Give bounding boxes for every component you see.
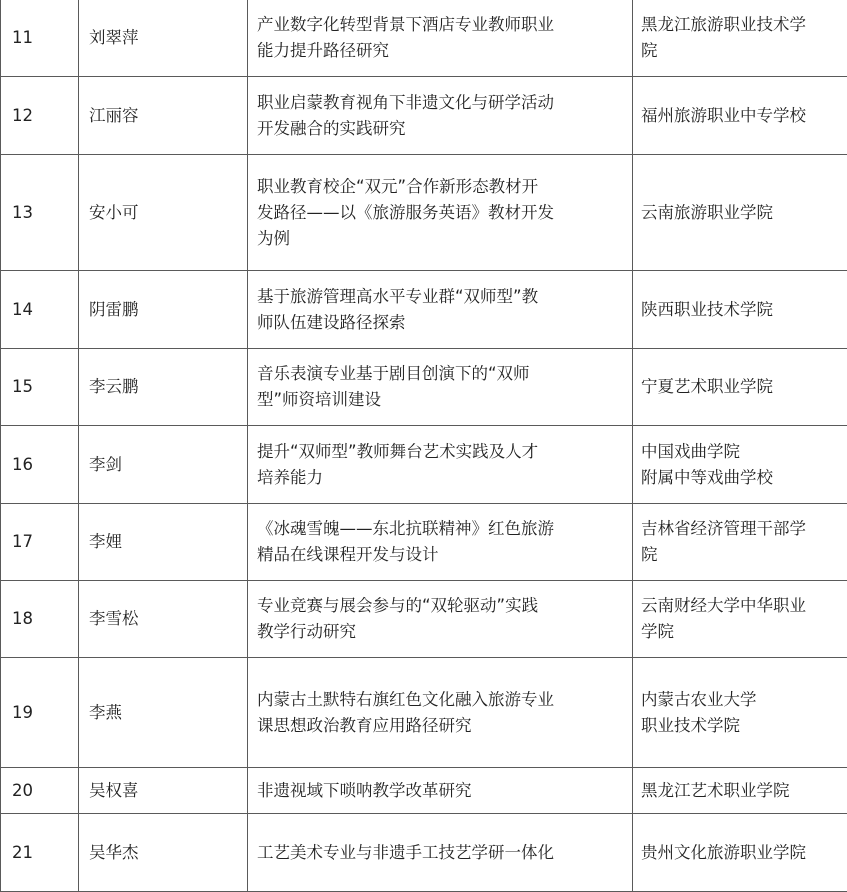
author-name: 吴权喜 [79, 768, 248, 814]
row-number: 18 [1, 581, 79, 658]
project-title-line: 《冰魂雪魄——东北抗联精神》红色旅游 [257, 519, 554, 538]
project-title-line: 提升“双师型”教师舞台艺术实践及人才 [257, 441, 539, 461]
institution [633, 581, 847, 658]
author-name: 李云鹏 [79, 349, 248, 426]
project-title-line: 产业数字化转型背景下酒店专业教师职业 [257, 15, 554, 34]
author-name: 安小可 [79, 155, 248, 271]
table-row [1, 814, 847, 892]
project-title-line: 工艺美术专业与非遗手工技艺学研一体化 [257, 842, 554, 862]
project-title-line: 内蒙古土默特右旗红色文化融入旅游专业 [257, 689, 554, 709]
institution-line: 吉林省经济管理干部学 [641, 519, 806, 538]
institution-line: 陕西职业技术学院 [641, 299, 773, 319]
table-row [1, 581, 847, 658]
row-number: 20 [1, 768, 79, 814]
project-title-line: 课思想政治教育应用路径研究 [257, 715, 472, 735]
institution [633, 0, 847, 77]
author-name: 阴雷鹏 [79, 271, 248, 349]
project-title-line: 教学行动研究 [257, 622, 356, 641]
project-title [248, 581, 633, 658]
author-name: 李燕 [79, 658, 248, 768]
institution [633, 658, 847, 768]
project-title-line: 为例 [257, 228, 290, 248]
project-title-line: 培养能力 [257, 467, 323, 487]
author-name: 刘翠萍 [79, 0, 248, 77]
row-number: 15 [1, 349, 79, 426]
project-title [248, 77, 633, 155]
institution-line: 云南财经大学中华职业 [641, 596, 806, 615]
institution [633, 814, 847, 892]
table-row [1, 155, 847, 271]
row-number: 14 [1, 271, 79, 349]
institution-line: 宁夏艺术职业学院 [641, 377, 773, 396]
institution [633, 271, 847, 349]
institution-line: 黑龙江旅游职业技术学 [641, 15, 806, 34]
row-number: 21 [1, 814, 79, 892]
institution-line: 院 [641, 41, 658, 60]
author-name: 江丽容 [79, 77, 248, 155]
project-title [248, 0, 633, 77]
project-title-line: 能力提升路径研究 [257, 41, 389, 60]
table-row [1, 0, 847, 77]
institution-line: 院 [641, 545, 658, 564]
project-title-line: 职业教育校企“双元”合作新形态教材开 [257, 176, 539, 196]
author-name: 李娌 [79, 504, 248, 581]
table-row [1, 349, 847, 426]
row-number: 19 [1, 658, 79, 768]
institution [633, 77, 847, 155]
row-number: 16 [1, 426, 79, 504]
project-title-line: 开发融合的实践研究 [257, 118, 406, 138]
institution-line: 职业技术学院 [641, 715, 740, 735]
row-number: 12 [1, 77, 79, 155]
institution [633, 155, 847, 271]
institution-line: 内蒙古农业大学 [641, 689, 757, 709]
institution-line: 附属中等戏曲学校 [641, 467, 773, 487]
institution-line: 福州旅游职业中专学校 [641, 105, 806, 125]
project-title [248, 271, 633, 349]
institution-line: 中国戏曲学院 [641, 441, 740, 461]
author-name: 李雪松 [79, 581, 248, 658]
table-row [1, 77, 847, 155]
institution [633, 349, 847, 426]
project-title-line: 发路径——以《旅游服务英语》教材开发 [257, 202, 554, 222]
project-title [248, 768, 633, 814]
project-title-line: 精品在线课程开发与设计 [257, 545, 439, 564]
table-row [1, 658, 847, 768]
table-row [1, 271, 847, 349]
table-row [1, 768, 847, 814]
project-title-line: 职业启蒙教育视角下非遗文化与研学活动 [257, 92, 554, 112]
row-number: 13 [1, 155, 79, 271]
project-title [248, 349, 633, 426]
institution-line: 学院 [641, 622, 674, 641]
table-body [1, 0, 847, 892]
project-title [248, 155, 633, 271]
project-title [248, 814, 633, 892]
table-row [1, 504, 847, 581]
project-title-line: 基于旅游管理高水平专业群“双师型”教 [257, 286, 539, 306]
project-title-line: 非遗视域下唢呐教学改革研究 [257, 780, 472, 800]
project-title [248, 658, 633, 768]
institution [633, 768, 847, 814]
author-name: 李剑 [79, 426, 248, 504]
project-title-line: 音乐表演专业基于剧目创演下的“双师 [257, 364, 530, 383]
table-row [1, 426, 847, 504]
author-name: 吴华杰 [79, 814, 248, 892]
project-title-line: 专业竞赛与展会参与的“双轮驱动”实践 [257, 596, 539, 615]
project-title [248, 504, 633, 581]
row-number: 17 [1, 504, 79, 581]
institution-line: 黑龙江艺术职业学院 [641, 780, 790, 800]
project-title [248, 426, 633, 504]
institution-line: 贵州文化旅游职业学院 [641, 842, 806, 862]
institution-line: 云南旅游职业学院 [641, 202, 773, 222]
institution [633, 504, 847, 581]
row-number: 11 [1, 0, 79, 77]
institution [633, 426, 847, 504]
project-title-line: 师队伍建设路径探索 [257, 312, 406, 332]
project-title-line: 型”师资培训建设 [257, 390, 382, 409]
